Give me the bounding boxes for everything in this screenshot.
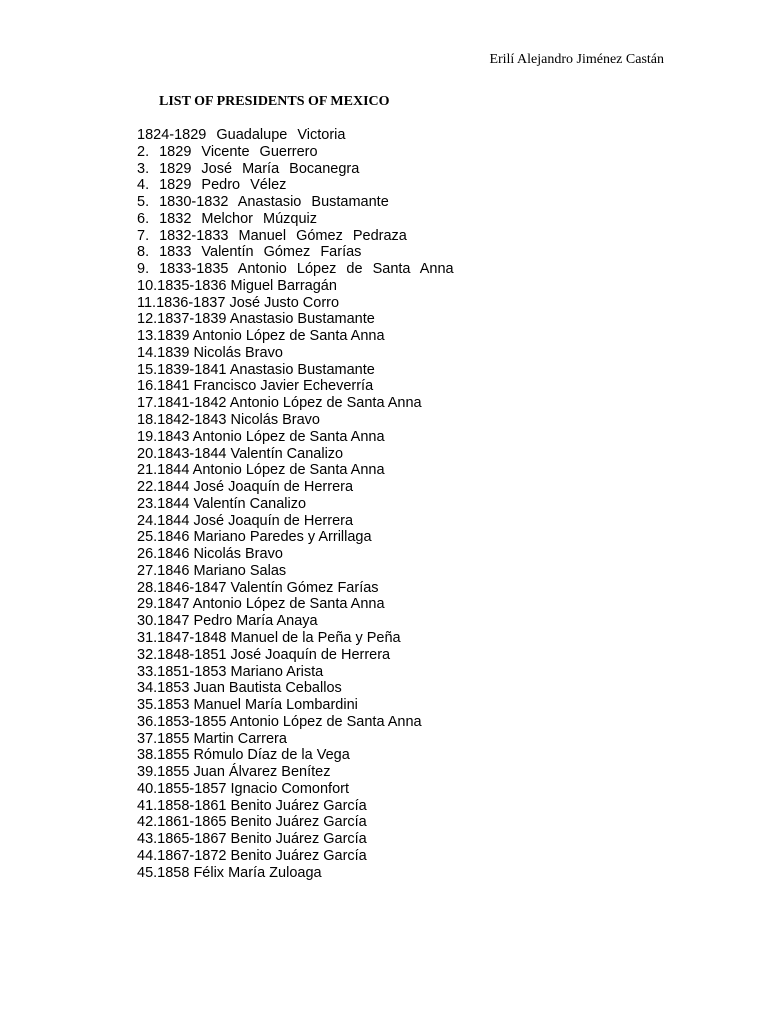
list-item: 6. 1832 Melchor Múzquiz	[137, 210, 317, 227]
list-item: 25.1846 Mariano Paredes y Arrillaga	[137, 529, 372, 546]
list-item: 11.1836-1837 José Justo Corro	[137, 294, 340, 311]
list-item: 9. 1833-1835 Antonio López de Santa Anna	[137, 261, 454, 278]
list-item: 22.1844 José Joaquín de Herrera	[137, 479, 354, 496]
list-item: 28.1846-1847 Valentín Gómez Farías	[137, 579, 379, 596]
list-item: 1824-1829 Guadalupe Victoria	[137, 127, 346, 143]
list-item: 38.1855 Rómulo Díaz de la Vega	[137, 747, 350, 764]
list-item: 12.1837-1839 Anastasio Bustamante	[137, 311, 375, 328]
list-item: 13.1839 Antonio López de Santa Anna	[137, 328, 385, 345]
document-title: LIST OF PRESIDENTS OF MEXICO	[159, 94, 390, 109]
list-item: 16.1841 Francisco Javier Echeverría	[137, 378, 374, 395]
list-item: 29.1847 Antonio López de Santa Anna	[137, 596, 385, 613]
list-item: 31.1847-1848 Manuel de la Peña y Peña	[137, 629, 401, 646]
list-item: 39.1855 Juan Álvarez Benítez	[137, 764, 331, 781]
list-item: 21.1844 Antonio López de Santa Anna	[137, 462, 385, 479]
list-item: 20.1843-1844 Valentín Canalizo	[137, 445, 344, 462]
list-item: 8. 1833 Valentín Gómez Farías	[137, 244, 362, 261]
list-item: 19.1843 Antonio López de Santa Anna	[137, 428, 385, 445]
list-item: 10.1835-1836 Miguel Barragán	[137, 277, 337, 294]
list-item: 23.1844 Valentín Canalizo	[137, 495, 307, 512]
list-item: 34.1853 Juan Bautista Ceballos	[137, 680, 342, 697]
list-item: 15.1839-1841 Anastasio Bustamante	[137, 361, 375, 378]
list-item: 26.1846 Nicolás Bravo	[137, 546, 283, 563]
list-item: 36.1853-1855 Antonio López de Santa Anna	[137, 713, 422, 730]
list-item: 41.1858-1861 Benito Juárez García	[137, 797, 367, 814]
list-item: 40.1855-1857 Ignacio Comonfort	[137, 780, 350, 797]
list-item: 44.1867-1872 Benito Juárez García	[137, 847, 367, 864]
list-item: 32.1848-1851 José Joaquín de Herrera	[137, 646, 391, 663]
list-item: 45.1858 Félix María Zuloaga	[137, 864, 322, 881]
list-item: 42.1861-1865 Benito Juárez García	[137, 814, 367, 831]
list-item: 3. 1829 José María Bocanegra	[137, 160, 360, 177]
list-item: 2. 1829 Vicente Guerrero	[137, 143, 318, 160]
list-item: 37.1855 Martin Carrera	[137, 730, 287, 747]
list-item: 35.1853 Manuel María Lombardini	[137, 697, 358, 714]
list-item: 18.1842-1843 Nicolás Bravo	[137, 412, 320, 429]
author-name: Erilí Alejandro Jiménez Castán	[489, 52, 664, 67]
list-item: 14.1839 Nicolás Bravo	[137, 344, 283, 361]
list-item: 4. 1829 Pedro Vélez	[137, 177, 287, 194]
list-item: 24.1844 José Joaquín de Herrera	[137, 512, 354, 529]
list-item: 43.1865-1867 Benito Juárez García	[137, 831, 367, 848]
presidents-list	[137, 127, 454, 881]
list-item: 17.1841-1842 Antonio López de Santa Anna	[137, 395, 422, 412]
list-item: 27.1846 Mariano Salas	[137, 562, 287, 579]
list-item: 7. 1832-1833 Manuel Gómez Pedraza	[137, 227, 407, 244]
list-item: 5. 1830-1832 Anastasio Bustamante	[137, 194, 389, 211]
list-item: 30.1847 Pedro María Anaya	[137, 613, 318, 630]
list-item: 33.1851-1853 Mariano Arista	[137, 663, 324, 680]
